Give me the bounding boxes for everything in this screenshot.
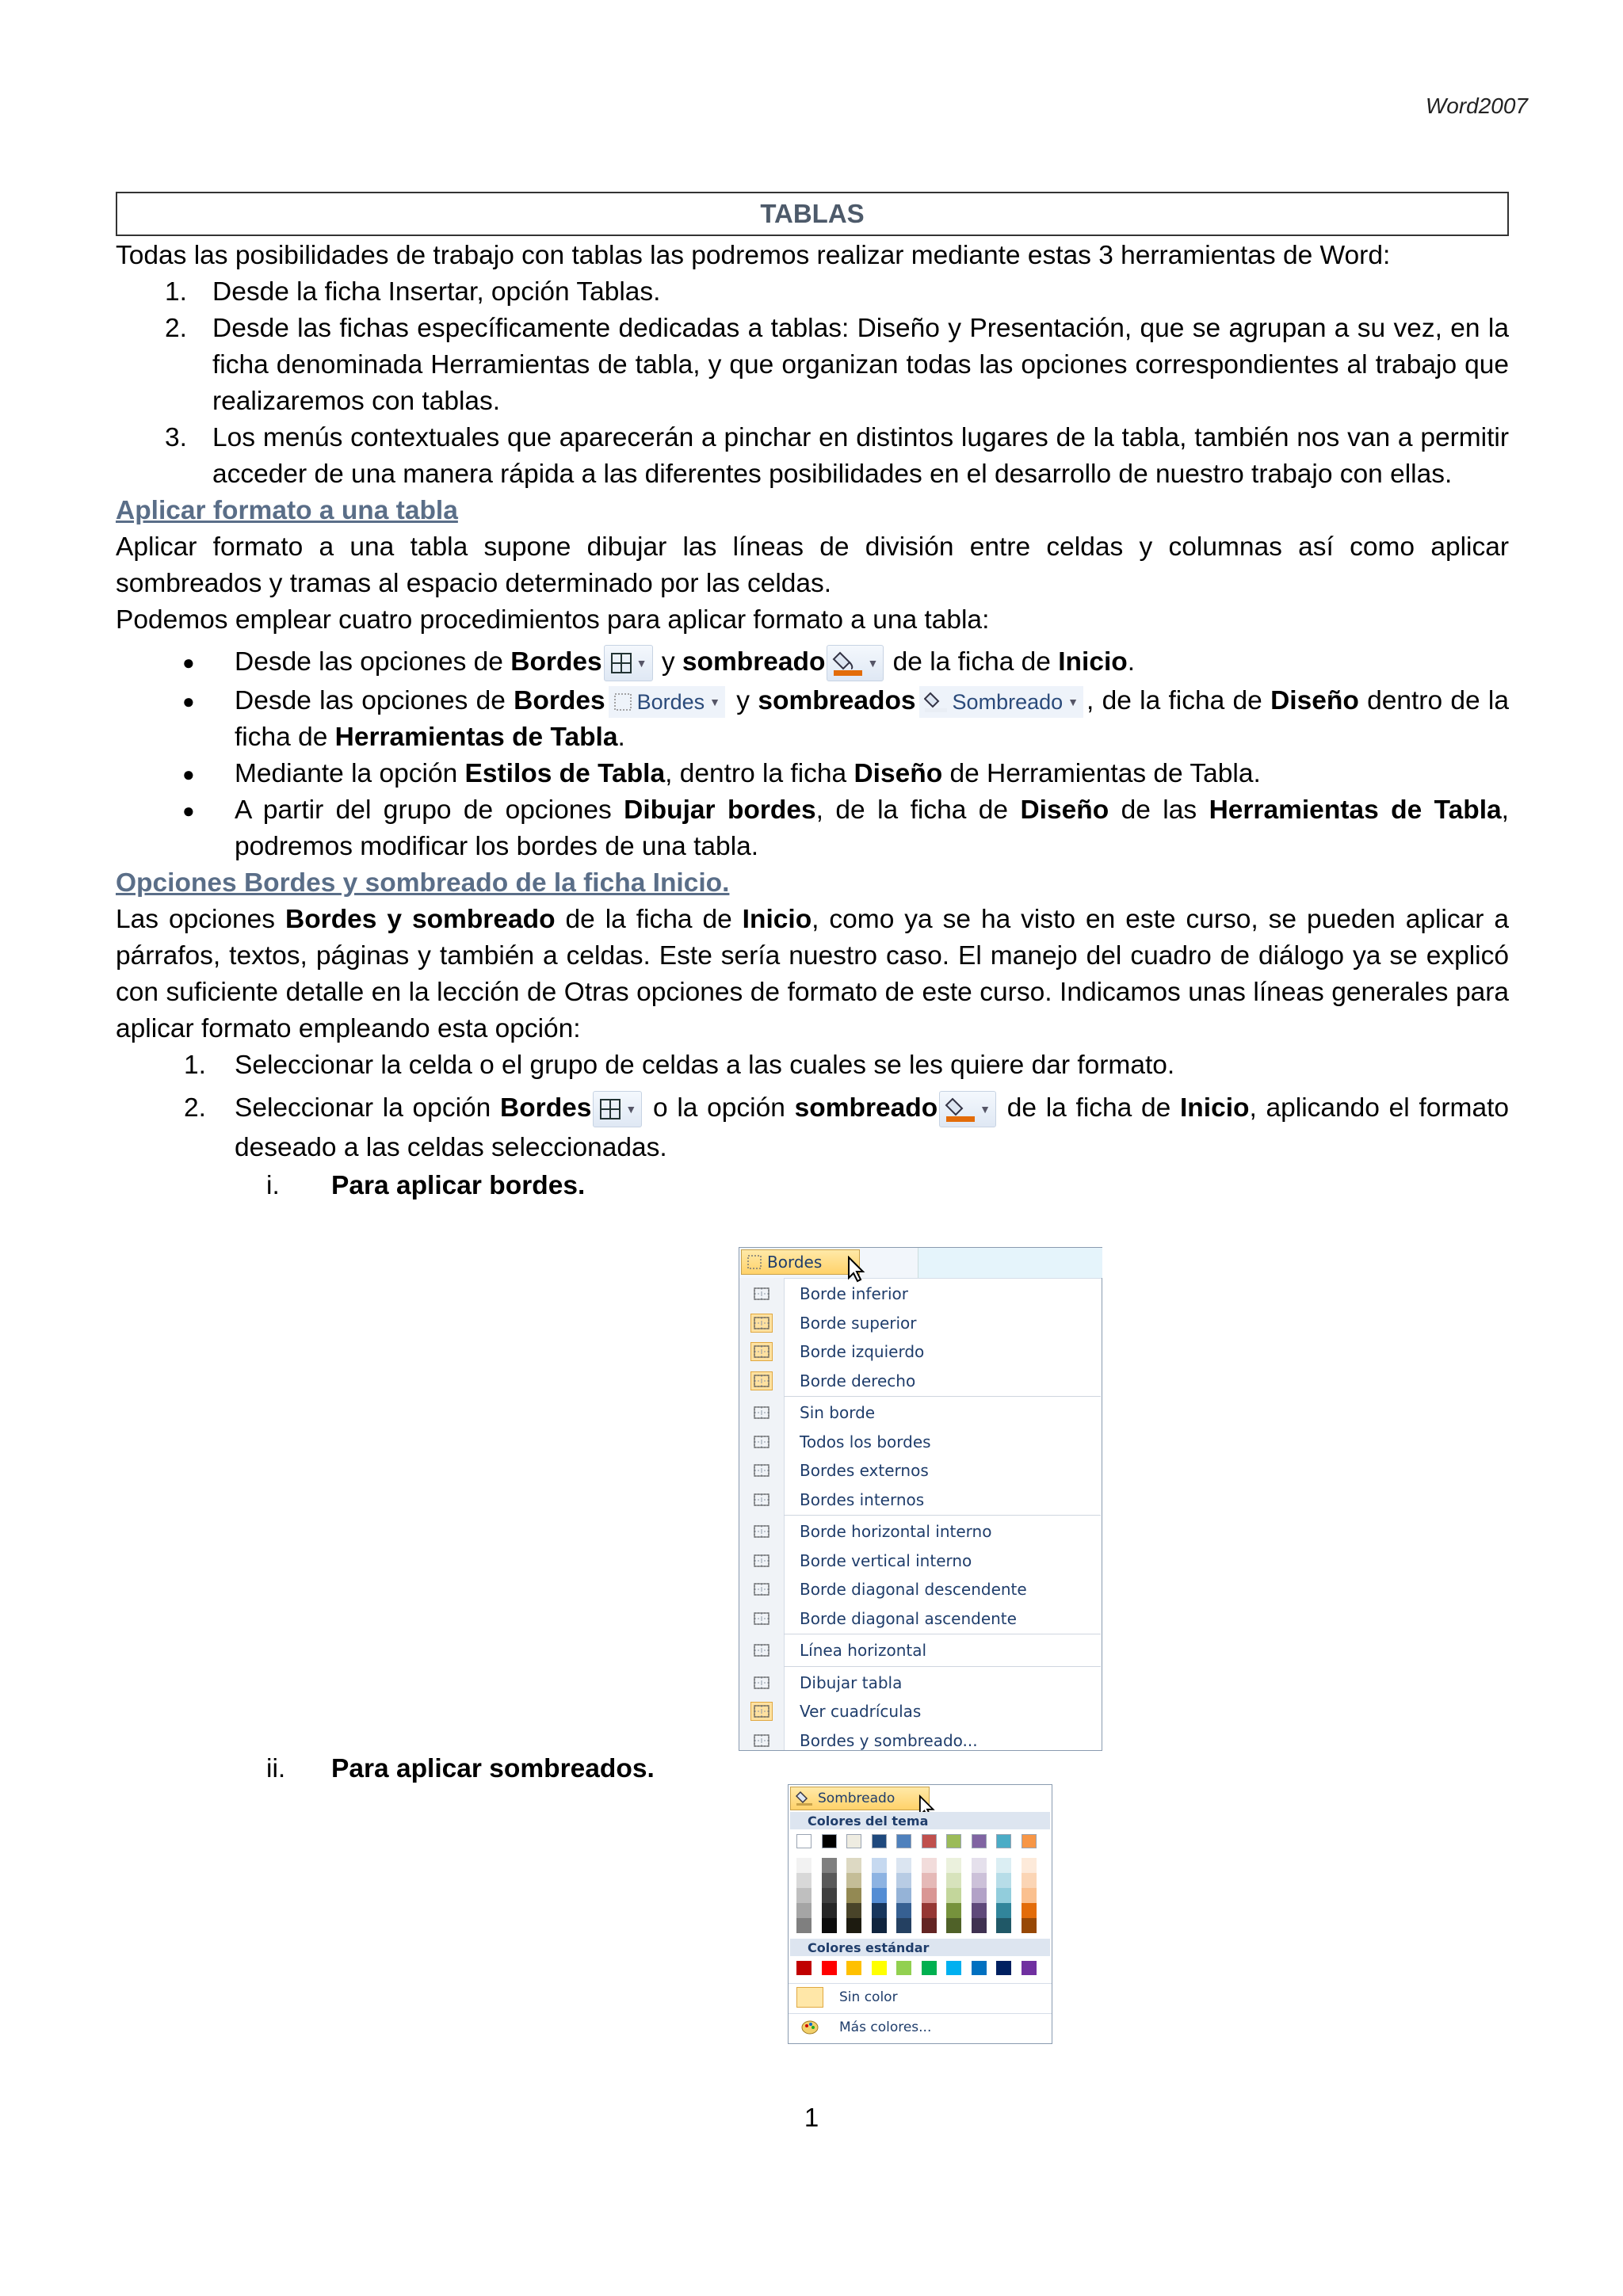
- theme-shade-swatch[interactable]: [946, 1873, 961, 1888]
- sub-step-shading: ii. Para aplicar sombreados.: [266, 1754, 655, 1783]
- theme-shade-swatch[interactable]: [872, 1903, 887, 1918]
- menu-item[interactable]: [739, 1669, 1102, 1697]
- menu-separator: [784, 1396, 1101, 1397]
- list-item: 1. Desde la ficha Insertar, opción Tablas.: [165, 277, 661, 307]
- theme-shade-swatch[interactable]: [822, 1858, 837, 1873]
- border-style-icon: [750, 1284, 773, 1303]
- menu-item[interactable]: [739, 1486, 1102, 1514]
- borders-button: ▼: [593, 1091, 642, 1127]
- theme-shade-swatch[interactable]: [972, 1918, 987, 1933]
- theme-shade-swatch[interactable]: [846, 1873, 861, 1888]
- menu-separator: [784, 1666, 1101, 1667]
- borders-icon: [613, 692, 632, 711]
- more-colors-option[interactable]: Más colores...: [789, 2013, 1052, 2041]
- theme-shade-swatch[interactable]: [822, 1903, 837, 1918]
- standard-color-swatch[interactable]: [972, 1961, 987, 1975]
- theme-shade-swatch[interactable]: [796, 1903, 812, 1918]
- menu-item-label: Borde diagonal descendente: [800, 1580, 1027, 1599]
- menu-item[interactable]: [739, 1280, 1102, 1308]
- borders-button: ▼: [604, 645, 653, 681]
- standard-color-swatch[interactable]: [846, 1961, 861, 1975]
- border-style-icon: [750, 1342, 773, 1361]
- menu-item[interactable]: [739, 1547, 1102, 1575]
- borders-dropdown-button[interactable]: Bordes: [741, 1249, 860, 1275]
- menu-item[interactable]: [739, 1337, 1102, 1366]
- theme-shade-swatch[interactable]: [846, 1858, 861, 1873]
- theme-color-swatch[interactable]: [996, 1834, 1011, 1848]
- theme-color-swatch[interactable]: [1022, 1834, 1037, 1848]
- menu-item[interactable]: [739, 1636, 1102, 1665]
- menu-item-label: Todos los bordes: [800, 1432, 931, 1451]
- theme-color-swatch[interactable]: [922, 1834, 937, 1848]
- theme-shade-swatch[interactable]: [822, 1918, 837, 1933]
- bullet-item: ● A partir del grupo de opciones Dibujar bordes, de la ficha de Diseño de las Herramientas de Tabla, podremos modificar los bordes de una tabla.: [182, 795, 1509, 861]
- menu-item[interactable]: [739, 1575, 1102, 1604]
- standard-color-swatch[interactable]: [1022, 1961, 1037, 1975]
- theme-shade-swatch[interactable]: [996, 1858, 1011, 1873]
- borders-icon: [747, 1254, 762, 1270]
- paint-bucket-icon: [924, 691, 948, 713]
- border-style-icon: [750, 1403, 773, 1422]
- section-heading: Opciones Bordes y sombreado de la ficha Inicio.: [116, 868, 730, 898]
- borders-menu-header: [739, 1248, 1102, 1279]
- theme-shade-swatch[interactable]: [846, 1903, 861, 1918]
- border-style-icon: [750, 1314, 773, 1333]
- sub-step-borders: i. Para aplicar bordes.: [266, 1171, 586, 1200]
- theme-color-swatch[interactable]: [872, 1834, 887, 1848]
- theme-shade-swatch[interactable]: [822, 1873, 837, 1888]
- border-style-icon: [750, 1673, 773, 1692]
- tools-list: [116, 274, 1509, 493]
- theme-shade-swatch[interactable]: [896, 1858, 911, 1873]
- menu-item[interactable]: [739, 1456, 1102, 1485]
- menu-item[interactable]: [739, 1517, 1102, 1546]
- menu-item-label: Bordes y sombreado...: [800, 1730, 978, 1750]
- theme-color-swatch[interactable]: [946, 1834, 961, 1848]
- menu-separator: [784, 1515, 1101, 1516]
- theme-color-swatch[interactable]: [796, 1834, 812, 1848]
- menu-item-label: Bordes externos: [800, 1461, 929, 1480]
- theme-shade-swatch[interactable]: [922, 1888, 937, 1903]
- theme-color-swatch[interactable]: [846, 1834, 861, 1848]
- section-heading: Aplicar formato a una tabla: [116, 496, 458, 525]
- borders-icon: [609, 651, 633, 675]
- menu-item-label: Bordes internos: [800, 1489, 925, 1509]
- menu-item-label: Sin borde: [800, 1403, 876, 1422]
- border-style-icon: [750, 1609, 773, 1628]
- section-title-box: [116, 192, 1509, 236]
- menu-item[interactable]: [739, 1697, 1102, 1726]
- no-color-swatch-icon: [796, 1987, 823, 2008]
- menu-item[interactable]: [739, 1604, 1102, 1633]
- mouse-cursor-icon: [847, 1256, 868, 1283]
- theme-shade-swatch[interactable]: [1022, 1873, 1037, 1888]
- theme-shade-swatch[interactable]: [996, 1918, 1011, 1933]
- standard-color-swatch[interactable]: [896, 1961, 911, 1975]
- theme-shade-swatch[interactable]: [896, 1888, 911, 1903]
- menu-item-label: Borde diagonal ascendente: [800, 1608, 1017, 1628]
- theme-color-swatch[interactable]: [896, 1834, 911, 1848]
- bullet-item: ● Desde las opciones de Bordes ▼ y sombreado ▼ de la ficha de Inicio.: [116, 642, 1509, 683]
- color-palette-icon: [801, 2019, 819, 2035]
- theme-shade-swatch[interactable]: [996, 1888, 1011, 1903]
- theme-color-swatch[interactable]: [972, 1834, 987, 1848]
- menu-item-label: Borde inferior: [800, 1284, 909, 1303]
- menu-item-label: Línea horizontal: [800, 1641, 927, 1660]
- standard-color-swatch[interactable]: [922, 1961, 937, 1975]
- theme-shade-swatch[interactable]: [846, 1888, 861, 1903]
- theme-color-swatch[interactable]: [822, 1834, 837, 1848]
- paint-bucket-icon: [945, 1096, 976, 1123]
- list-item: 2. Desde las fichas específicamente dedicadas a tablas: Diseño y Presentación, que se agrupan a su vez, en la ficha denominada Herramientas de tabla, y que organizan todas las opciones correspondientes al trabajo que realizaremos con tablas.: [165, 314, 1509, 416]
- border-style-icon: [750, 1432, 773, 1451]
- theme-shade-swatch[interactable]: [972, 1858, 987, 1873]
- step-item: 2. Seleccionar la opción Bordes ▼ o la opción sombreado ▼ de la ficha de Inicio, aplicando el formato deseado a las celdas seleccionadas.: [116, 1089, 1509, 1168]
- menu-item-label: Borde izquierdo: [800, 1342, 925, 1361]
- theme-shade-swatch[interactable]: [872, 1858, 887, 1873]
- border-style-icon: [750, 1490, 773, 1509]
- bullet-item: ● Desde las opciones de Bordes Bordes ▼ y sombreados Sombreado ▼ , de la ficha de Diseño dentro de la ficha de Herramientas de Tabla.: [182, 686, 1509, 752]
- menu-item-label: Borde superior: [800, 1313, 917, 1333]
- standard-color-swatch[interactable]: [796, 1961, 812, 1975]
- theme-shade-swatch[interactable]: [1022, 1888, 1037, 1903]
- borders-dropdown-menu: [739, 1247, 1102, 1751]
- border-style-icon: [750, 1702, 773, 1721]
- border-style-icon: [750, 1641, 773, 1660]
- standard-color-swatch[interactable]: [822, 1961, 837, 1975]
- theme-shade-swatch[interactable]: [946, 1858, 961, 1873]
- paint-bucket-icon: [796, 1791, 813, 1806]
- standard-color-swatch[interactable]: [872, 1961, 887, 1975]
- border-style-icon: [750, 1461, 773, 1480]
- menu-item-label: Ver cuadrículas: [800, 1702, 922, 1721]
- step-item: 1. Seleccionar la celda o el grupo de celdas a las cuales se les quiere dar formato.: [184, 1051, 1175, 1080]
- menu-item[interactable]: [739, 1398, 1102, 1427]
- paragraph: Aplicar formato a una tabla supone dibujar las líneas de división entre celdas y columnas así como aplicar sombreados y tramas al espacio determinado por las celdas.: [116, 532, 1509, 598]
- design-borders-button: Bordes ▼: [609, 686, 725, 718]
- menu-item[interactable]: [739, 1428, 1102, 1456]
- standard-color-swatch[interactable]: [946, 1961, 961, 1975]
- menu-item-label: Dibujar tabla: [800, 1672, 903, 1692]
- theme-shade-swatch[interactable]: [846, 1918, 861, 1933]
- intro-paragraph: Todas las posibilidades de trabajo con tablas las podremos realizar mediante estas 3 herramientas de Word:: [116, 241, 1391, 270]
- border-style-icon: [750, 1731, 773, 1750]
- theme-shade-swatch[interactable]: [922, 1918, 937, 1933]
- paragraph: Las opciones Bordes y sombreado de la ficha de Inicio, como ya se ha visto en este curso, se pueden aplicar a párrafos, textos, páginas y también a celdas. Este sería nuestro caso. El manejo del cuadro de diálogo ya se explicó con suficiente detalle en la lección de Otras opciones de formato de este curso. Indicamos unas líneas generales para aplicar formato empleando esta opción:: [116, 905, 1509, 1043]
- borders-icon: [598, 1097, 622, 1121]
- theme-shade-swatch[interactable]: [1022, 1903, 1037, 1918]
- page-title: TABLAS: [760, 199, 865, 228]
- theme-colors-label: Colores del tema: [790, 1812, 1050, 1829]
- paragraph: Podemos emplear cuatro procedimientos para aplicar formato a una tabla:: [116, 605, 990, 635]
- menu-item-label: Borde vertical interno: [800, 1550, 972, 1570]
- border-style-icon: [750, 1551, 773, 1570]
- theme-shade-swatch[interactable]: [872, 1918, 887, 1933]
- theme-shade-swatch[interactable]: [822, 1888, 837, 1903]
- theme-shade-swatch[interactable]: [996, 1873, 1011, 1888]
- theme-shade-swatch[interactable]: [972, 1888, 987, 1903]
- paint-bucket-icon: [832, 650, 864, 677]
- standard-colors-label: Colores estándar: [790, 1939, 1050, 1956]
- theme-shade-swatch[interactable]: [796, 1858, 812, 1873]
- theme-shade-swatch[interactable]: [896, 1873, 911, 1888]
- theme-shade-swatch[interactable]: [1022, 1858, 1037, 1873]
- theme-shade-swatch[interactable]: [796, 1888, 812, 1903]
- theme-shade-swatch[interactable]: [946, 1903, 961, 1918]
- shading-button: ▼: [939, 1091, 996, 1127]
- shading-dropdown-button[interactable]: Sombreado: [790, 1787, 930, 1810]
- theme-shade-swatch[interactable]: [872, 1873, 887, 1888]
- border-style-icon: [750, 1580, 773, 1599]
- menu-item[interactable]: [739, 1309, 1102, 1337]
- theme-shade-swatch[interactable]: [946, 1918, 961, 1933]
- theme-shade-swatch[interactable]: [872, 1888, 887, 1903]
- page-number: 1: [804, 2103, 819, 2132]
- theme-shade-swatch[interactable]: [972, 1873, 987, 1888]
- document-body: [116, 192, 1509, 1204]
- theme-shade-swatch[interactable]: [1022, 1918, 1037, 1933]
- theme-shade-swatch[interactable]: [796, 1873, 812, 1888]
- no-color-option[interactable]: Sin color: [789, 1983, 1052, 2011]
- theme-shade-swatch[interactable]: [946, 1888, 961, 1903]
- theme-shade-swatch[interactable]: [922, 1873, 937, 1888]
- theme-shade-swatch[interactable]: [922, 1903, 937, 1918]
- running-header: Word2007: [1425, 93, 1528, 118]
- menu-item[interactable]: [739, 1367, 1102, 1395]
- theme-shade-swatch[interactable]: [972, 1903, 987, 1918]
- theme-shade-swatch[interactable]: [896, 1903, 911, 1918]
- theme-shade-swatch[interactable]: [896, 1918, 911, 1933]
- bullet-item: ● Mediante la opción Estilos de Tabla, dentro la ficha Diseño de Herramientas de Tabla.: [182, 759, 1261, 788]
- theme-shade-swatch[interactable]: [796, 1918, 812, 1933]
- theme-shade-swatch[interactable]: [996, 1903, 1011, 1918]
- menu-item[interactable]: [739, 1726, 1102, 1755]
- design-shading-button: Sombreado ▼: [919, 686, 1083, 718]
- list-item: 3. Los menús contextuales que aparecerán a pinchar en distintos lugares de la tabla, también nos van a permitir acceder de una manera rápida a las diferentes posibilidades en el desarrollo de nuestro trabajo con ellas.: [165, 423, 1509, 489]
- shading-button: ▼: [827, 645, 884, 681]
- standard-color-swatch[interactable]: [996, 1961, 1011, 1975]
- theme-shade-swatch[interactable]: [922, 1858, 937, 1873]
- menu-item-label: Borde horizontal interno: [800, 1522, 992, 1541]
- menu-item-label: Borde derecho: [800, 1371, 916, 1390]
- border-style-icon: [750, 1371, 773, 1390]
- shading-dropdown-palette: [788, 1784, 1052, 2044]
- border-style-icon: [750, 1522, 773, 1541]
